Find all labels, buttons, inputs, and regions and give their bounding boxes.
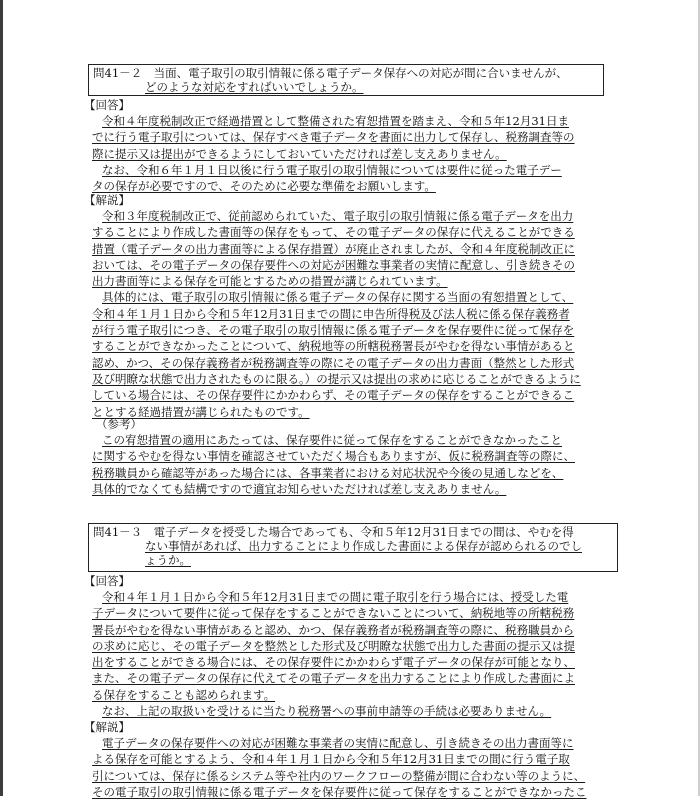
answer-41-3-line: の求めに応じ、その電子データを整然とした形式及び明瞭な状態で出力した書面の提示又は提 (92, 638, 575, 653)
window-frame-left (0, 0, 3, 796)
explanation-41-2-line: することにより作成した書面等の保存をもって、その電子データの保存に代えることができる (92, 225, 575, 240)
explanation-label-41-3: 【解説】 (84, 720, 130, 734)
answer-41-2-line: でに行う電子取引については、保存すべき電子データを書面に出力して保存し、税務調査等の (92, 130, 575, 145)
question-box-41-2 (88, 64, 604, 96)
question-box-41-3 (88, 523, 618, 572)
explanation-label-41-2: 【解説】 (84, 193, 130, 207)
explanation-41-2-line: 令和４年１月１日から令和５年12月31日までの間に申告所得税及び法人税に係る保存義務者 (92, 306, 570, 321)
answer-41-3-line: 出をすることができる場合には、その保存要件にかかわらず電子データの保存が可能となり、 (92, 655, 575, 670)
explanation-41-2-line: 措置（電子データの出力書面等による保存措置）が廃止されましたが、令和４年度税制改正に (92, 241, 575, 256)
explanation-41-2-line: 具体的には、電子取引の取引情報に係る電子データの保存に関する当面の宥恕措置として、 (102, 290, 574, 305)
question-41-2-line: どのような対応をすればいいでしょうか。 (145, 80, 364, 94)
explanation-41-2-line: 令和３年度税制改正で、従前認められていた、電子取引の取引情報に係る電子データを出力 (102, 209, 574, 223)
answer-41-3-line: また、その電子データの保存に代えてその電子データを出力することにより作成した書面によ (92, 671, 575, 686)
explanation-41-2-line: が行う電子取引につき、その電子取引の取引情報に係る電子データを保存要件に従って保存を (92, 323, 575, 338)
explanation-41-2-line: おいては、その電子データの保存要件への対応が困難な事業者の実情に配意し、引き続きその (92, 257, 575, 272)
answer-41-3-line: る保存をすることも認められます。 (92, 687, 276, 702)
explanation-41-2-line: している場合には、その保存要件にかかわらず、その電子データの保存をすることができるこ (92, 388, 575, 403)
explanation-41-2-line: 認め、かつ、その保存義務者が税務調査等の際にその電子データの出力書面（整然とした形式 (92, 355, 575, 370)
reference-41-2 (92, 432, 618, 497)
answer-41-3-line: 署長がやむを得ない事情があると認め、かつ、保存義務者が税務調査等の際に、税務職員から (92, 622, 575, 637)
explanation-41-3-line: 引については、保存に係るシステム等や社内のワークフローの整備が間に合わない等のように、 (92, 768, 586, 783)
explanation-41-2-line: 及び明瞭な状態で出力されたものに限る。）の提示又は提出の求めに応じることができるように (92, 371, 581, 386)
document-page (84, 0, 618, 799)
answer-41-3-line: 子データについて要件に従って保存をすることができないことについて、納税地等の所轄税務 (92, 606, 575, 621)
reference-41-2-line: この宥恕措置の適用にあたっては、保存要件に従って保存をすることができなかったこと (102, 433, 562, 447)
reference-41-2-line: 具体的でなくても結構ですので適宜お知らせいただければ差し支えありません。 (92, 481, 507, 496)
reference-41-2-line: に関するやむを得ない事情を確認させていただく場合もありますが、仮に税務調査等の際に、 (92, 449, 575, 464)
reference-41-2-line: 税務職員から確認等があった場合には、各事業者における対応状況や今後の見通しなどを、 (92, 465, 564, 480)
explanation-41-2-line: ととする経過措置が講じられたものです。 (92, 404, 310, 419)
answer-41-2-line: 令和４年度税制改正で経過措置として整備された宥恕措置を踏まえ、令和５年12月31日ま (102, 114, 569, 128)
answer-41-2-line: 際に提示又は提出ができるようにしておいていただければ差し支えありません。 (92, 146, 507, 161)
answer-41-3-line: なお、上記の取扱いを受けるに当たり税務署への事前申請等の手続は必要ありません。 (102, 704, 552, 719)
answer-label-41-2: 【回答】 (84, 98, 130, 112)
question-41-2-line: 問41－２ 当面、電子取引の取引情報に係る電子データ保存への対応が間に合いませんが、 (93, 66, 568, 80)
explanation-41-3-line: 電子データの保存要件への対応が困難な事業者の実情に配意し、引き続きその出力書面等に (102, 736, 574, 750)
reference-label-41-2: （参考） (96, 417, 142, 431)
explanation-41-2-line: することができなかったことについて、納税地等の所轄税務署長がやむを得ない事情があると (92, 339, 575, 354)
explanation-41-3-line: よる保存を可能とするよう、令和４年１月１日から令和５年12月31日までの間に行う電子取 (92, 752, 570, 767)
answer-41-2-line: なお、令和６年１月１日以後に行う電子取引の取引情報については要件に従った電子デー (102, 162, 562, 177)
answer-41-2 (92, 113, 618, 194)
answer-41-3-line: 令和４年１月１日から令和５年12月31日までの間に電子取引を行う場合には、授受した電 (102, 590, 569, 604)
explanation-41-2 (92, 208, 618, 420)
question-41-3-line: ない事情があれば、出力することにより作成した書面による保存が認められるのでし (145, 539, 582, 553)
question-41-3-line: ょうか。 (145, 553, 191, 567)
answer-41-3 (92, 589, 618, 719)
answer-label-41-3: 【回答】 (84, 574, 130, 588)
explanation-41-2-line: 出力書面等による保存を可能とするための措置が講じられています。 (92, 274, 448, 289)
question-41-3-line: 問41－３ 電子データを授受した場合であっても、令和５年12月31日までの間は、やむを得 (93, 525, 574, 539)
explanation-41-3-line: その電子取引の取引情報に係る電子データを保存要件に従って保存をすることができなかったこ (92, 784, 587, 799)
answer-41-2-line: タの保存が必要ですので、そのために必要な準備をお願いします。 (92, 179, 436, 194)
explanation-41-3 (92, 735, 618, 800)
